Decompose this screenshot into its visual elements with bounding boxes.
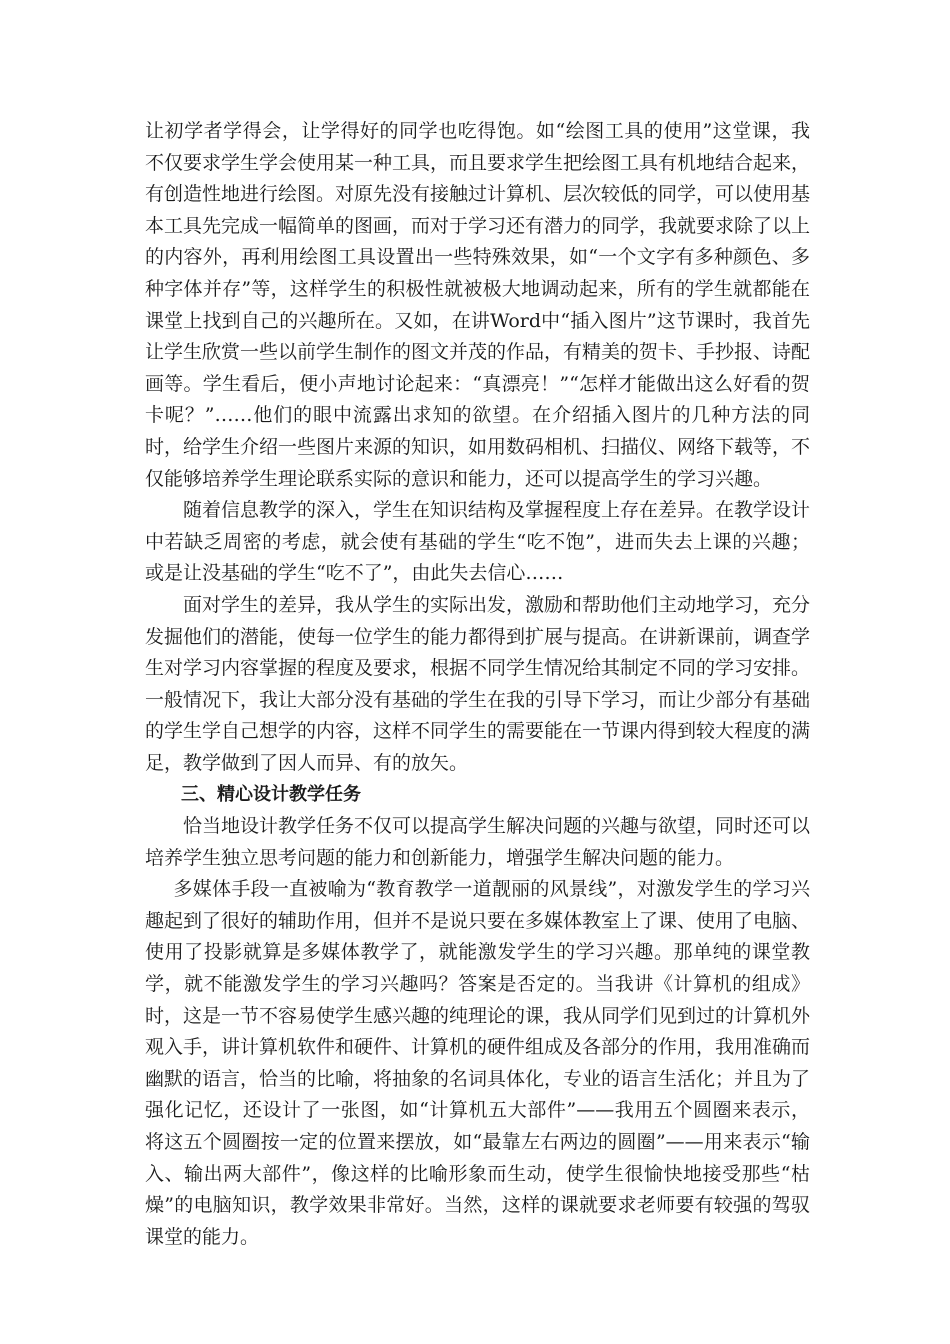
paragraph-facing-differences: 面对学生的差异，我从学生的实际出发，激励和帮助他们主动地学习，充分发掘他们的潜能，使每一位学生的能力都得到扩展与提高。在讲新课前，调查学生对学习内容掌握的程度及要求，根据不同学生情况给其制定不同的学习安排。一般情况下，我让大部分没有基础的学生在我的引导下学习，而让少部分有基础的学生学自己想学的内容，这样不同学生的需要能在一节课内得到较大程度的满足，教学做到了因人而异、有的放矢。	[145, 593, 811, 774]
section-heading: 三、精心设计教学任务	[181, 784, 361, 806]
paragraph-continuation: 让初学者学得会，让学得好的同学也吃得饱。如“绘图工具的使用”这堂课，我不仅要求学生学会使用某一种工具，而且要求学生把绘图工具有机地结合起来，有创造性地进行绘图。对原先没有接触过计算机、层次较低的同学，可以使用基本工具先完成一幅简单的图画，而对于学习还有潜力的同学，我就要求除了以上的内容外，再利用绘图工具设置出一些特殊效果，如“一个文字有多种颜色、多种字体并存”等，这样学生的积极性就被极大地调动起来，所有的学生就都能在课堂上找到自己的兴趣所在。又如，在讲Word中“插入图片”这节课时，我首先让学生欣赏一些以前学生制作的图文并茂的作品，有精美的贺卡、手抄报、诗配画等。学生看后，便小声地讨论起来：“真漂亮！”“怎样才能做出这么好看的贺卡呢？”……他们的眼中流露出求知的欲望。在介绍插入图片的几种方法的同时，给学生介绍一些图片来源的知识，如用数码相机、扫描仪、网络下载等，不仅能够培养学生理论联系实际的意识和能力，还可以提高学生的学习兴趣。	[145, 120, 811, 490]
paragraph-differences: 随着信息教学的深入，学生在知识结构及掌握程度上存在差异。在教学设计中若缺乏周密的考虑，就会使有基础的学生“吃不饱”，进而失去上课的兴趣；或是让没基础的学生“吃不了”，由此失去信心……	[145, 499, 811, 585]
paragraph-multimedia: 多媒体手段一直被喻为“教育教学一道靓丽的风景线”，对激发学生的学习兴趣起到了很好的辅助作用，但并不是说只要在多媒体教室上了课、使用了电脑、使用了投影就算是多媒体教学了，就能激发学生的学习兴趣。那单纯的课堂教学，就不能激发学生的学习兴趣吗？答案是否定的。当我讲《计算机的组成》时，这是一节不容易使学生感兴趣的纯理论的课，我从同学们见到过的计算机外观入手，讲计算机软件和硬件、计算机的硬件组成及各部分的作用，我用准确而幽默的语言，恰当的比喻，将抽象的名词具体化，专业的语言生活化；并且为了强化记忆，还设计了一张图，如“计算机五大部件”——我用五个圆圈来表示，将这五个圆圈按一定的位置来摆放，如“最靠左右两边的圆圈”——用来表示“输入、输出两大部件”，像这样的比喻形象而生动，使学生很愉快地接受那些“枯燥”的电脑知识，教学效果非常好。当然，这样的课就要求老师要有较强的驾驭课堂的能力。	[145, 878, 811, 1248]
paragraph-task-design: 恰当地设计教学任务不仅可以提高学生解决问题的兴趣与欲望，同时还可以培养学生独立思考问题的能力和创新能力，增强学生解决问题的能力。	[145, 815, 811, 869]
document-page	[145, 116, 810, 1253]
